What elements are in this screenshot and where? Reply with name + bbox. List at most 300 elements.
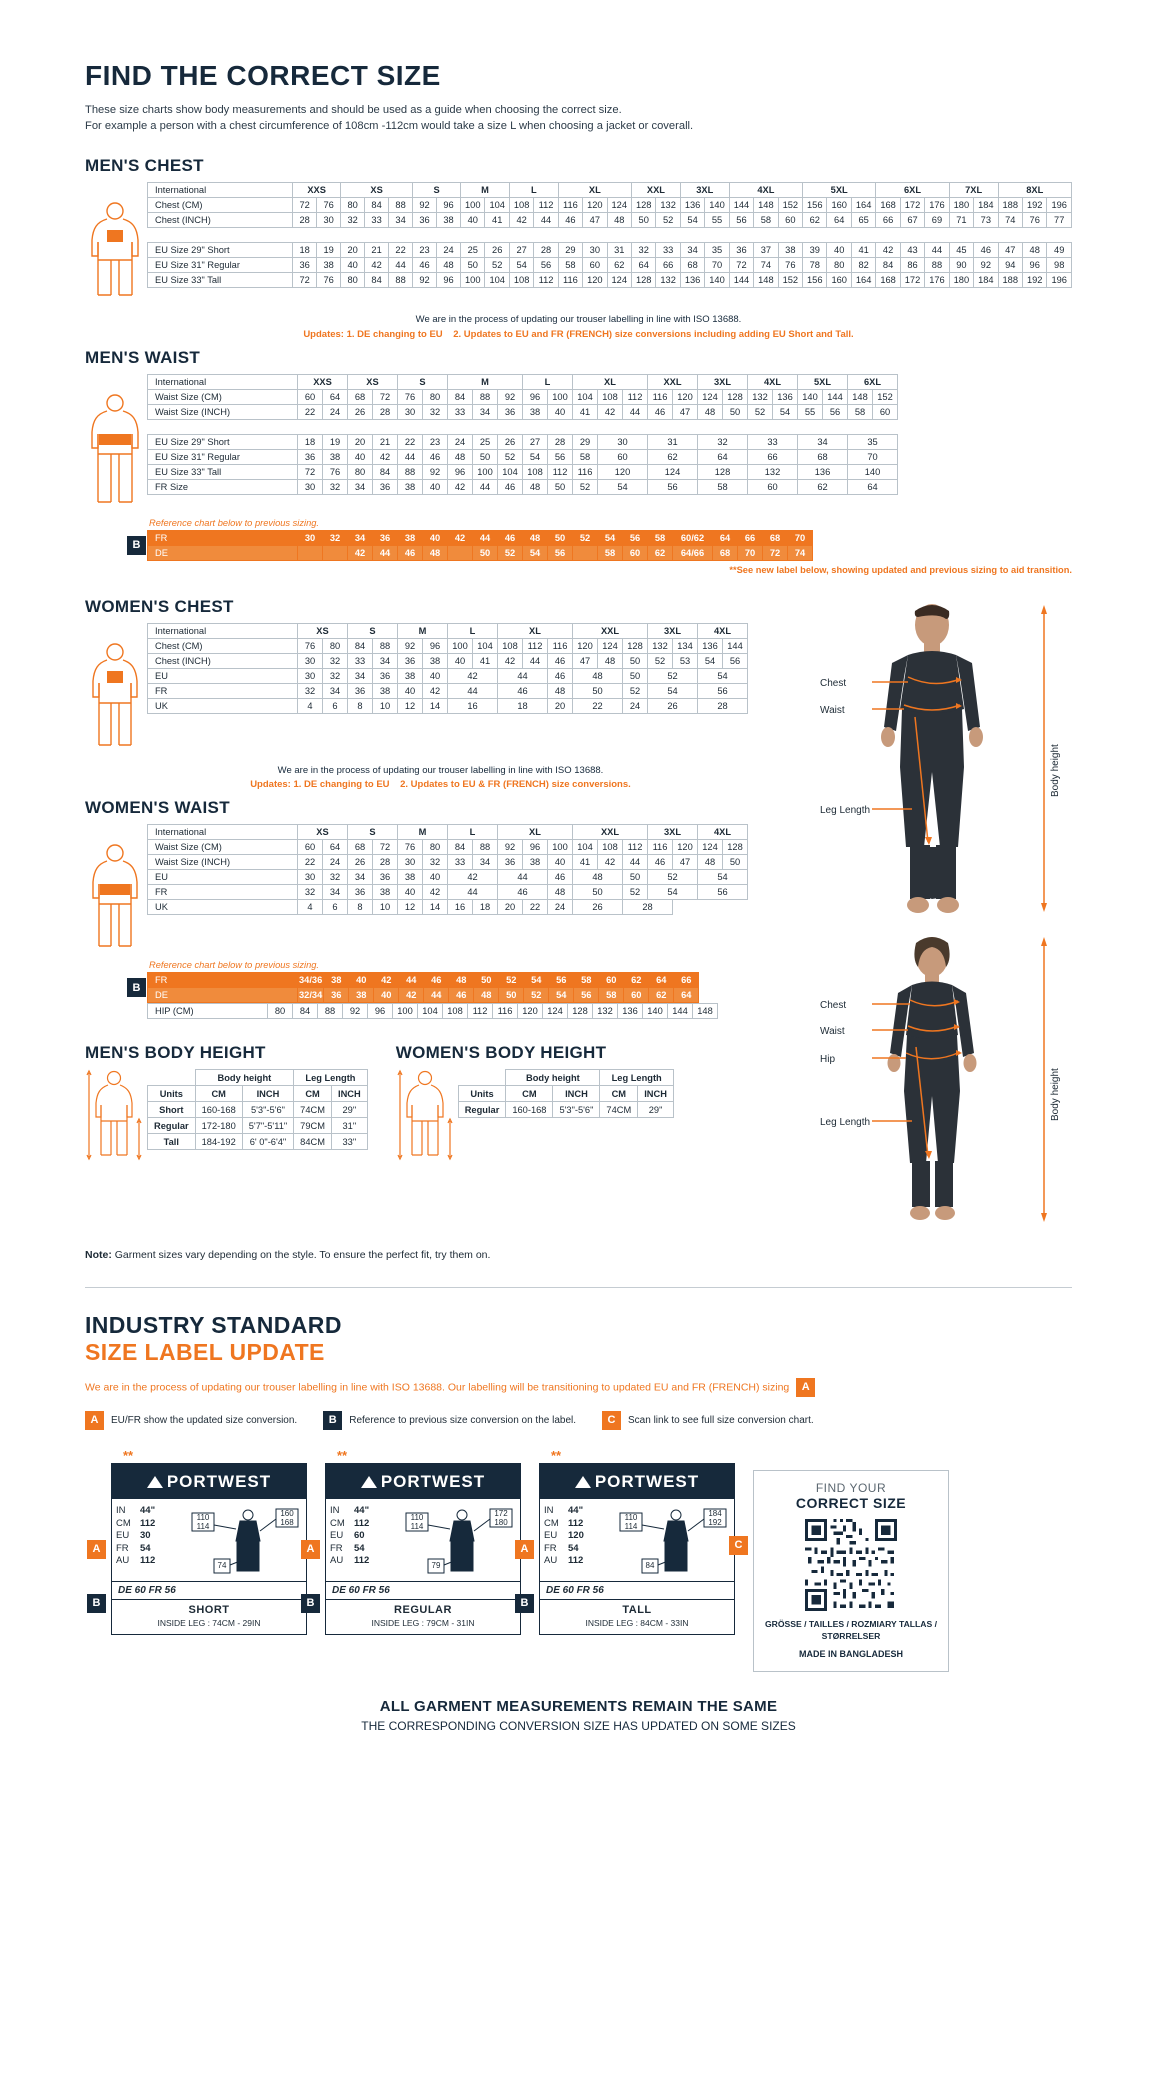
cell: 60 [748,479,798,494]
size-3XL: 3XL [648,623,698,638]
cell: 34/36 [298,973,324,988]
cell: 36 [373,870,398,885]
cell: 104 [473,638,498,653]
cell: 73 [974,213,998,228]
table-row [148,1102,368,1118]
size-M: M [448,374,523,389]
womens-section [85,597,1072,1231]
cell: 41 [851,243,875,258]
cell: 44 [389,258,413,273]
cell: 60 [624,988,649,1003]
badge-c: C [602,1411,621,1430]
cell: 44 [373,545,398,560]
cell: 27 [523,434,548,449]
cell: 38 [373,683,398,698]
cell: 54 [698,653,723,668]
table-row [148,198,1072,213]
svg-text:Chest: Chest [820,999,847,1011]
row-label: EU Size 31" Regular [148,258,293,273]
cell: 43 [900,243,924,258]
cell: 88 [389,198,413,213]
cell: 84 [448,389,473,404]
cell: 42 [598,855,623,870]
cell: 72 [373,840,398,855]
cell: 104 [498,464,523,479]
cell: 80 [348,464,373,479]
unit-cm: CM [506,1086,553,1102]
spacer [148,228,1072,243]
cell: 6 [323,900,348,915]
cell: 32 [298,885,323,900]
cell: 60 [778,213,802,228]
cell: 30 [398,404,423,419]
row-label: EU Size 29" Short [148,434,298,449]
table-row [148,638,748,653]
intro-line-1: These size charts show body measurements and should be used as a guide when choosing the correct size. [85,104,622,116]
cell: 84 [876,258,900,273]
cell: 22 [298,855,323,870]
row-label: Waist Size (CM) [148,389,298,404]
table-row [148,653,748,668]
table-row-fr [148,530,813,545]
cell: 80 [423,389,448,404]
cell: 52 [498,449,523,464]
table-header-row [148,374,898,389]
cell: 46 [558,213,582,228]
cell: 52 [573,479,598,494]
garment-note [85,1249,1072,1261]
cell: 42 [509,213,533,228]
cell: 66 [674,973,699,988]
cell: 48 [698,404,723,419]
qr-card[interactable] [753,1470,949,1672]
unit-inch: INCH [638,1086,674,1102]
cell: 76 [778,258,802,273]
cell: 180 [949,273,973,288]
cell: 28 [698,698,748,713]
cell: 35 [848,434,898,449]
cell: 62 [648,449,698,464]
col-body-height: Body height [506,1070,600,1086]
cell: 34 [473,404,498,419]
cell: 100 [548,389,573,404]
cell: 41 [485,213,509,228]
row-label: EU [148,870,298,885]
cell: 132 [748,464,798,479]
unit-inch: INCH [242,1086,293,1102]
cell: 44 [448,885,498,900]
model-photos-column [812,597,1072,1231]
cell: 64 [827,213,851,228]
cell: 28 [293,213,317,228]
cell: 100 [548,840,573,855]
table-row [458,1102,673,1118]
cell: 36 [293,258,317,273]
size-S: S [413,183,461,198]
label-row-cm: CM 112 [330,1517,370,1529]
cell: 108 [443,1004,468,1019]
cell: 70 [738,545,763,560]
cell: 108 [498,638,523,653]
size-6XL: 6XL [876,183,949,198]
cell: 84CM [294,1134,332,1150]
size-XXL: XXL [631,183,680,198]
size-8XL: 8XL [998,183,1071,198]
cell: 41 [573,855,598,870]
cell: 52 [499,973,524,988]
badge-a-label-3: A [515,1540,534,1559]
cell: 68 [798,449,848,464]
cell: 50 [573,885,623,900]
badge-a-label-1: A [87,1540,106,1559]
womens-waist-title: WOMEN'S WAIST [85,798,230,818]
cell: 30 [398,855,423,870]
cell: 54 [648,683,698,698]
cell: 28 [548,434,573,449]
mens-chest-title: MEN'S CHEST [85,156,204,176]
cell: 92 [398,638,423,653]
cell: 22 [523,900,548,915]
cell: 120 [573,638,598,653]
cell: 164 [851,198,875,213]
brand-name: PORTWEST [594,1471,700,1491]
cell: 152 [778,198,802,213]
cell: 30 [298,530,323,545]
table-subheader-row [148,1086,368,1102]
table-row-de [148,545,813,560]
badge-a-label-2: A [301,1540,320,1559]
cell: 47 [673,855,698,870]
badge-a-inline: A [796,1378,815,1397]
table-row [148,855,748,870]
cell: 26 [498,434,523,449]
cell: 112 [548,464,573,479]
cell: 48 [474,988,499,1003]
cell: 136 [773,389,798,404]
mens-waist-block [85,374,1072,515]
womens-waist-body [148,840,748,915]
cell: 18 [498,698,548,713]
table-row [148,870,748,885]
cell: 40 [423,479,448,494]
qr-line-4: MADE IN BANGLADESH [798,1649,903,1660]
row-label: Regular [458,1102,506,1118]
row-label: Chest (CM) [148,638,298,653]
cell: 46 [449,988,474,1003]
cell: 44 [398,449,423,464]
cell: 56 [723,653,748,668]
triangle-icon [361,1476,377,1488]
cell: 164 [851,273,875,288]
table-row [148,258,1072,273]
row-label: FR [148,683,298,698]
qr-line-2: CORRECT SIZE [795,1494,907,1511]
table-row [148,404,898,419]
cell: 108 [509,273,533,288]
cell: 28 [373,404,398,419]
cell: 40 [448,653,473,668]
cell: 116 [548,638,573,653]
intro-text [85,102,1072,134]
cell: 40 [348,449,373,464]
cell: 42 [423,885,448,900]
cell: 52 [623,885,648,900]
cell: 24 [323,404,348,419]
cell: 44 [473,530,498,545]
cell: 74 [754,258,778,273]
triangle-icon [147,1476,163,1488]
cell: 58 [698,479,748,494]
cell: 112 [523,638,548,653]
cell: 98 [1047,258,1072,273]
cell: 47 [573,653,598,668]
unit-inch: INCH [553,1086,600,1102]
cell: 54 [598,479,648,494]
female-torso-figure [85,623,147,756]
cell: 40 [423,870,448,885]
industry-lead-text: We are in the process of updating our trouser labelling in line with ISO 13688. Our labelling will be transitioning to updated EU and FR (FRENCH) sizing [85,1381,790,1394]
cell: 48 [449,973,474,988]
cell: 60 [298,389,323,404]
mens-waist-body [148,389,898,494]
col-leg-length: Leg Length [294,1070,368,1086]
cell: 44 [523,653,548,668]
badge-b-label-2: B [301,1594,320,1613]
cell: 60 [598,449,648,464]
size-4XL: 4XL [698,825,748,840]
cell: 21 [373,434,398,449]
cell: 38 [398,668,423,683]
cell: 62 [649,988,674,1003]
cell: 32 [423,855,448,870]
size-M: M [398,623,448,638]
cell: 38 [523,404,548,419]
cell: 32 [298,683,323,698]
cell: 41 [473,653,498,668]
cell: 88 [473,389,498,404]
table-row-fr [148,973,699,988]
cell: 18 [473,900,498,915]
cell: 120 [673,840,698,855]
table-subheader-row [458,1086,673,1102]
label-chest-range: 110 114 [196,1512,210,1531]
table-row [148,1118,368,1134]
size-3XL: 3XL [698,374,748,389]
divider [85,1287,1072,1288]
cell: 19 [317,243,341,258]
size-XS: XS [341,183,413,198]
cell: 34 [473,855,498,870]
cell: 54 [680,213,704,228]
label-leg-value: 84 [645,1560,655,1570]
mens-body-height-block [85,1043,368,1166]
svg-text:Waist: Waist [820,1025,845,1037]
label-row-au: AU 112 [330,1555,370,1567]
cell: 76 [1022,213,1046,228]
cell: 29 [558,243,582,258]
update-1: 1. DE changing to EU [346,328,443,340]
cell: 64 [674,988,699,1003]
label-body [112,1499,306,1581]
legend-text-b: Reference to previous size conversion on the label. [349,1414,577,1426]
size-XS: XS [348,374,398,389]
label-row-eu: EU 120 [544,1530,584,1542]
cell: 62 [803,213,827,228]
cell: 160-168 [506,1102,553,1118]
cell: 124 [648,464,698,479]
cell: 19 [323,434,348,449]
cell: 38 [398,870,423,885]
qr-code-icon[interactable] [805,1519,897,1611]
cell: 49 [1047,243,1072,258]
label-row-in: IN 44" [116,1504,156,1516]
cell: 70 [705,258,729,273]
qr-line-1: FIND YOUR [815,1480,887,1495]
col-units: Units [458,1086,506,1102]
cell: 55 [798,404,823,419]
label-row-cm: CM 112 [116,1517,156,1529]
footer-line-2: THE CORRESPONDING CONVERSION SIZE HAS UPDATED ON SOME SIZES [361,1719,796,1734]
table-row [148,683,748,698]
cell: 96 [523,389,548,404]
table-row [148,1004,718,1019]
cell: 192 [1022,273,1046,288]
cell: 22 [298,404,323,419]
cell: 44 [925,243,949,258]
cell: 132 [748,389,773,404]
row-label: FR [148,530,298,545]
cell: 48 [548,885,573,900]
cell: 86 [900,258,924,273]
update-1: 1. DE changing to EU [293,779,390,791]
cell: 180 [949,198,973,213]
cell: 46 [498,683,548,698]
cell: 92 [498,840,523,855]
cell: 132 [593,1004,618,1019]
cell: 120 [583,198,607,213]
cell: 120 [598,464,648,479]
size-XXL: XXL [573,825,648,840]
cell: 132 [656,198,680,213]
cell: 54 [598,530,623,545]
cell: 74CM [294,1102,332,1118]
table-row [148,840,748,855]
cell: 132 [648,638,673,653]
cell: 58 [558,258,582,273]
col-international: International [148,183,293,198]
cell: 54 [698,870,748,885]
cell: 16 [448,698,498,713]
cell: 47 [998,243,1022,258]
intro-line-2: For example a person with a chest circumference of 108cm -112cm would take a size L when choosing a jacket or coverall. [85,120,694,133]
cell: 18 [298,434,323,449]
badge-b-label-3: B [515,1594,534,1613]
cell: 120 [518,1004,543,1019]
update-2: 2. Updates to EU and FR (FRENCH) size conversions including adding EU Short and Tall. [453,328,854,340]
industry-legend [85,1411,1072,1430]
cell: 32 [423,404,448,419]
size-XXL: XXL [648,374,698,389]
cell: 48 [523,479,548,494]
cell: 42 [365,258,389,273]
cell: 48 [1022,243,1046,258]
label-inside-leg: INSIDE LEG : 79CM - 31IN [371,1617,475,1628]
cell: 78 [803,258,827,273]
cell: 196 [1047,273,1072,288]
label-figure [190,1505,302,1579]
table-header-row [458,1070,673,1086]
size-4XL: 4XL [729,183,802,198]
size-L: L [448,623,498,638]
cell: 116 [558,198,582,213]
womens-chest-body [148,638,748,713]
cell: 50 [548,479,573,494]
cell: 46 [548,653,573,668]
label-de-line: DE 60 FR 56 [112,1581,306,1599]
cell: 54 [549,988,574,1003]
unit-inch: INCH [331,1086,367,1102]
cell: 36 [498,404,523,419]
cell: 29" [331,1102,367,1118]
cell: 40 [349,973,374,988]
footer-line-1: ALL GARMENT MEASUREMENTS REMAIN THE SAME [379,1698,778,1716]
col-body-height: Body height [195,1070,294,1086]
cell: 30 [583,243,607,258]
cell: 32 [341,213,365,228]
qr-card-wrap [734,1470,949,1672]
cell: 38 [324,973,349,988]
cell: 96 [448,464,473,479]
cell: 56 [698,885,748,900]
cell: 33" [331,1134,367,1150]
cell: 80 [268,1004,293,1019]
badge-b: B [323,1411,342,1430]
size-XL: XL [558,183,631,198]
updates-label: Updates: [303,328,344,340]
cell: 22 [398,434,423,449]
cell: 128 [623,638,648,653]
cell: 136 [698,638,723,653]
cell: 64 [713,530,738,545]
cell: 140 [643,1004,668,1019]
cell [448,545,473,560]
label-inside-leg: INSIDE LEG : 74CM - 29IN [157,1617,261,1628]
stars-marker: ** [337,1447,348,1463]
svg-text:Body height: Body height [1050,744,1061,797]
cell: 68 [680,258,704,273]
cell: 48 [607,213,631,228]
mens-chest-body [148,198,1072,288]
cell: 34 [798,434,848,449]
label-inside-leg: INSIDE LEG : 84CM - 33IN [585,1617,689,1628]
update-intro: We are in the process of updating our trouser labelling in line with ISO 13688. [277,764,604,776]
cell: 31" [331,1118,367,1134]
womens-waist-ref-note: Reference chart below to previous sizing. [149,960,320,971]
row-label: EU Size 31" Regular [148,449,298,464]
cell: 92 [343,1004,368,1019]
cell: 29 [573,434,598,449]
cell: 36 [324,988,349,1003]
row-label: EU Size 29" Short [148,243,293,258]
cell: 22 [573,698,623,713]
label-foot [112,1599,306,1634]
row-label: EU [148,668,298,683]
label-row-au: AU 112 [544,1555,584,1567]
cell: 52 [573,530,598,545]
cell: 54 [648,885,698,900]
cell: 42 [448,870,498,885]
cell: 37 [754,243,778,258]
